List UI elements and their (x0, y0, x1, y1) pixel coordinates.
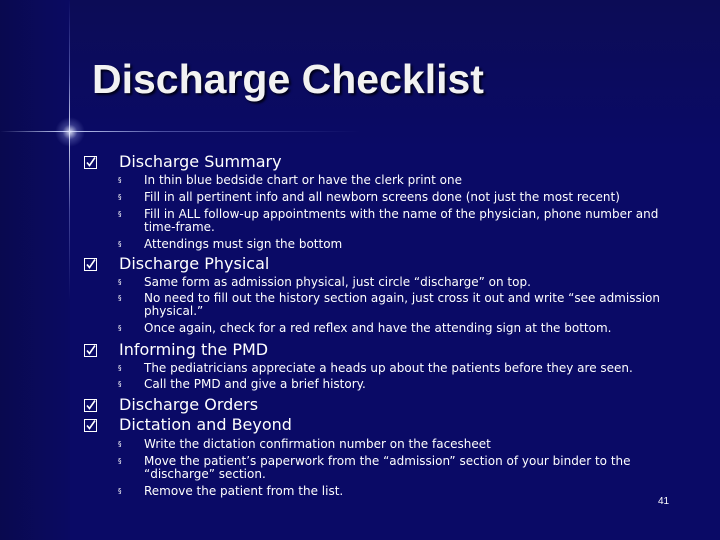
checkbox-checked-icon (84, 258, 97, 271)
page-number: 41 (658, 496, 670, 507)
section-heading: Discharge Physical (119, 254, 270, 273)
bullet-text: Attendings must sign the bottom (144, 237, 343, 251)
bullet-text: Fill in ALL follow-up appointments with the name of the physician, phone number and time-frame. (144, 207, 659, 234)
section-discharge-summary (84, 151, 282, 173)
decorative-star-vertical-ray (69, 0, 70, 300)
bullet-text: Fill in all pertinent info and all newborn screens done (not just the most recent) (144, 190, 620, 204)
bullet-text: Call the PMD and give a brief history. (144, 377, 366, 391)
bullet-text: Write the dictation confirmation number on the facesheet (144, 437, 491, 451)
decorative-star-horizontal-ray (0, 131, 360, 132)
bullet-marker: § (118, 240, 122, 248)
section-dictation-and-beyond (84, 414, 292, 436)
bullet-marker: § (118, 210, 122, 218)
decorative-star-glow (55, 117, 85, 147)
slide-title: Discharge Checklist (92, 56, 484, 102)
checkbox-checked-icon (84, 156, 97, 169)
checkbox-checked-icon (84, 344, 97, 357)
bullet-text: In thin blue bedside chart or have the clerk print one (144, 173, 463, 187)
bullet-marker: § (118, 440, 122, 448)
section-informing-pmd (84, 339, 269, 361)
section-heading: Dictation and Beyond (119, 415, 292, 434)
section-heading: Discharge Summary (119, 152, 282, 171)
bullet-text: Remove the patient from the list. (144, 484, 344, 498)
bullet-marker: § (118, 487, 122, 495)
bullet-marker: § (118, 278, 122, 286)
bullet-marker: § (118, 193, 122, 201)
checkbox-checked-icon (84, 399, 97, 412)
bullet-marker: § (118, 176, 122, 184)
section-discharge-orders (84, 394, 259, 416)
bullet-text: Move the patient’s paperwork from the “admission” section of your binder to the “discharge” section. (144, 454, 631, 481)
bullet-text: No need to fill out the history section again, just cross it out and write “see admission physical.” (144, 291, 660, 318)
bullet-text: The pediatricians appreciate a heads up about the patients before they are seen. (144, 361, 633, 375)
bullet-marker: § (118, 364, 122, 372)
bullet-marker: § (118, 380, 122, 388)
checkbox-checked-icon (84, 419, 97, 432)
bullet-marker: § (118, 457, 122, 465)
section-heading: Discharge Orders (119, 395, 259, 414)
bullet-marker: § (118, 324, 122, 332)
bullet-text: Same form as admission physical, just circle “discharge” on top. (144, 275, 531, 289)
section-heading: Informing the PMD (119, 340, 269, 359)
background-left-band (0, 0, 70, 540)
bullet-marker: § (118, 294, 122, 302)
bullet-text: Once again, check for a red reflex and have the attending sign at the bottom. (144, 321, 612, 335)
section-discharge-physical (84, 253, 270, 275)
